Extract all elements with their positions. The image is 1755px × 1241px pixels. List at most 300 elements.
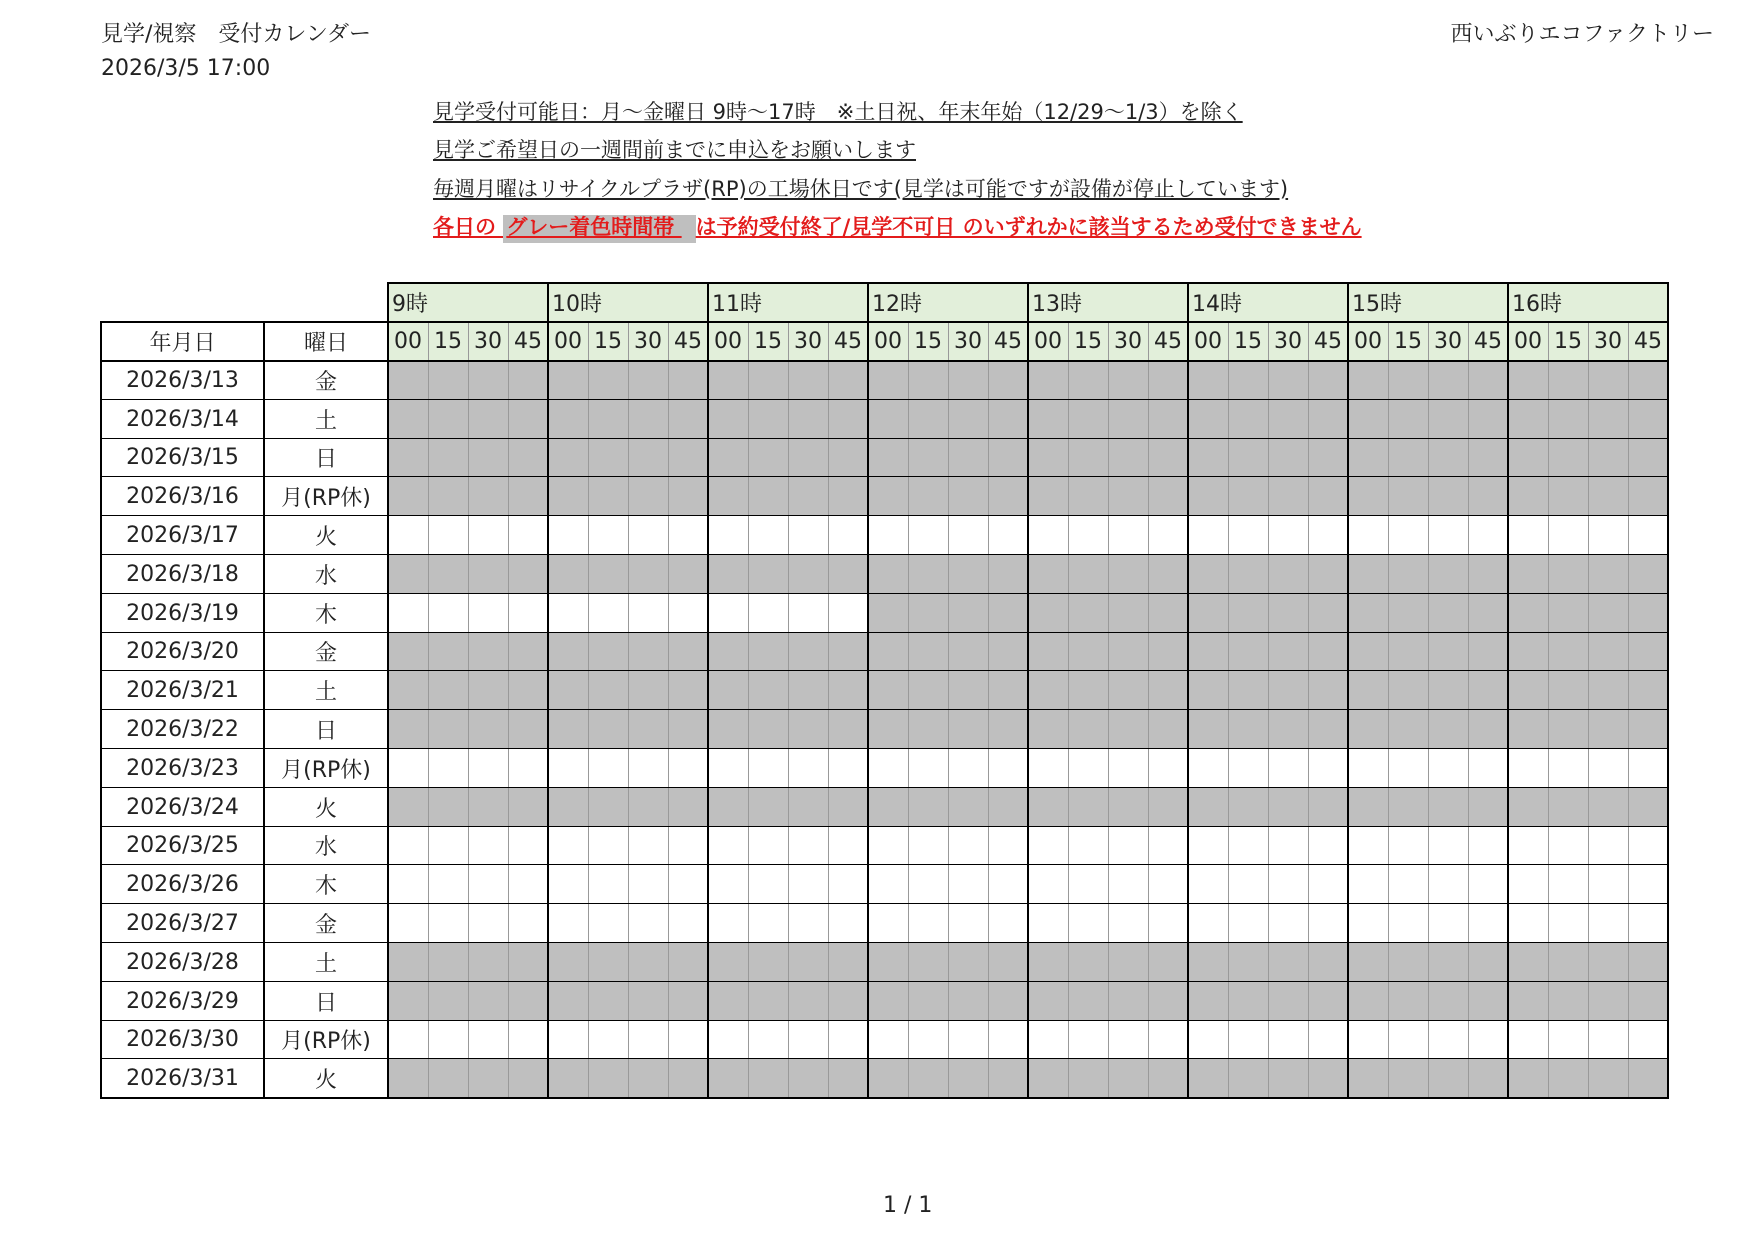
time-slot-available[interactable]: [868, 865, 908, 904]
time-slot-available[interactable]: [1148, 1021, 1188, 1060]
time-slot-unavailable: [1468, 439, 1508, 478]
time-slot-available[interactable]: [828, 594, 868, 633]
time-slot-unavailable: [748, 788, 788, 827]
time-slot-available[interactable]: [508, 516, 548, 555]
time-slot-available[interactable]: [428, 904, 468, 943]
time-slot-available[interactable]: [1468, 904, 1508, 943]
time-slot-available[interactable]: [948, 827, 988, 866]
time-slot-unavailable: [1588, 477, 1628, 516]
time-slot-available[interactable]: [788, 516, 828, 555]
time-slot-available[interactable]: [548, 1021, 588, 1060]
time-slot-available[interactable]: [708, 827, 748, 866]
grid-line: [100, 787, 1669, 788]
time-slot-available[interactable]: [588, 749, 628, 788]
time-slot-available[interactable]: [468, 1021, 508, 1060]
time-slot-unavailable: [1268, 671, 1308, 710]
time-slot-available[interactable]: [388, 594, 428, 633]
time-slot-available[interactable]: [1068, 904, 1108, 943]
time-slot-unavailable: [1188, 555, 1228, 594]
time-slot-available[interactable]: [428, 1021, 468, 1060]
row-date: 2026/3/25: [126, 833, 239, 859]
time-slot-unavailable: [1068, 477, 1108, 516]
time-slot-available[interactable]: [1468, 1021, 1508, 1060]
time-slot-available[interactable]: [748, 904, 788, 943]
time-slot-available[interactable]: [908, 749, 948, 788]
time-slot-available[interactable]: [388, 827, 428, 866]
time-slot-available[interactable]: [908, 516, 948, 555]
time-slot-unavailable: [1388, 439, 1428, 478]
minute-header: 30: [1588, 322, 1628, 361]
time-slot-available[interactable]: [708, 516, 748, 555]
time-slot-available[interactable]: [1348, 904, 1388, 943]
time-slot-available[interactable]: [1028, 827, 1068, 866]
time-slot-available[interactable]: [908, 904, 948, 943]
time-slot-available[interactable]: [668, 865, 708, 904]
time-slot-available[interactable]: [1268, 865, 1308, 904]
time-slot-available[interactable]: [1588, 1021, 1628, 1060]
time-slot-available[interactable]: [428, 865, 468, 904]
grid-line: [100, 1097, 1669, 1099]
time-slot-available[interactable]: [468, 516, 508, 555]
time-slot-available[interactable]: [1428, 749, 1468, 788]
time-slot-available[interactable]: [908, 1021, 948, 1060]
time-slot-available[interactable]: [1228, 1021, 1268, 1060]
time-slot-unavailable: [748, 400, 788, 439]
time-slot-available[interactable]: [1228, 516, 1268, 555]
time-slot-available[interactable]: [868, 827, 908, 866]
time-slot-available[interactable]: [548, 594, 588, 633]
time-slot-available[interactable]: [1348, 1021, 1388, 1060]
time-slot-available[interactable]: [1028, 516, 1068, 555]
time-slot-available[interactable]: [628, 904, 668, 943]
time-slot-available[interactable]: [668, 516, 708, 555]
time-slot-available[interactable]: [668, 1021, 708, 1060]
time-slot-unavailable: [388, 400, 428, 439]
time-slot-unavailable: [668, 400, 708, 439]
time-slot-available[interactable]: [1308, 904, 1348, 943]
time-slot-available[interactable]: [1268, 904, 1308, 943]
time-slot-available[interactable]: [628, 749, 668, 788]
time-slot-unavailable: [1508, 439, 1548, 478]
time-slot-unavailable: [1068, 710, 1108, 749]
time-slot-available[interactable]: [1628, 865, 1668, 904]
time-slot-unavailable: [1268, 943, 1308, 982]
time-slot-available[interactable]: [468, 904, 508, 943]
time-slot-unavailable: [1588, 400, 1628, 439]
time-slot-available[interactable]: [428, 516, 468, 555]
time-slot-unavailable: [428, 633, 468, 672]
time-slot-available[interactable]: [588, 594, 628, 633]
time-slot-unavailable: [1628, 982, 1668, 1021]
time-slot-available[interactable]: [1508, 516, 1548, 555]
time-slot-available[interactable]: [428, 827, 468, 866]
time-slot-available[interactable]: [1068, 516, 1108, 555]
time-slot-available[interactable]: [1108, 827, 1148, 866]
time-slot-available[interactable]: [1228, 904, 1268, 943]
time-slot-available[interactable]: [1308, 749, 1348, 788]
time-slot-available[interactable]: [588, 827, 628, 866]
time-slot-available[interactable]: [508, 594, 548, 633]
time-slot-unavailable: [908, 400, 948, 439]
time-slot-available[interactable]: [988, 865, 1028, 904]
time-slot-unavailable: [548, 943, 588, 982]
time-slot-available[interactable]: [868, 516, 908, 555]
time-slot-available[interactable]: [1068, 865, 1108, 904]
time-slot-unavailable: [388, 555, 428, 594]
time-slot-unavailable: [548, 555, 588, 594]
minute-header: 00: [708, 322, 748, 361]
time-slot-available[interactable]: [388, 865, 428, 904]
facility-name: 西いぶりエコファクトリー: [1450, 22, 1714, 47]
time-slot-unavailable: [1148, 477, 1188, 516]
hour-header: 12時: [868, 283, 1028, 322]
time-slot-available[interactable]: [628, 865, 668, 904]
time-slot-available[interactable]: [1468, 749, 1508, 788]
time-slot-available[interactable]: [1188, 749, 1228, 788]
time-slot-available[interactable]: [1268, 516, 1308, 555]
time-slot-available[interactable]: [1588, 904, 1628, 943]
time-slot-unavailable: [1348, 400, 1388, 439]
time-slot-available[interactable]: [548, 865, 588, 904]
time-slot-available[interactable]: [708, 749, 748, 788]
time-slot-available[interactable]: [1428, 1021, 1468, 1060]
time-slot-available[interactable]: [708, 904, 748, 943]
time-slot-unavailable: [668, 671, 708, 710]
time-slot-available[interactable]: [908, 827, 948, 866]
minute-header: 45: [508, 322, 548, 361]
time-slot-unavailable: [908, 555, 948, 594]
time-slot-available[interactable]: [1148, 865, 1188, 904]
time-slot-available[interactable]: [988, 516, 1028, 555]
time-slot-available[interactable]: [1308, 516, 1348, 555]
time-slot-available[interactable]: [1588, 865, 1628, 904]
minute-header: 00: [868, 322, 908, 361]
time-slot-available[interactable]: [1388, 827, 1428, 866]
time-slot-available[interactable]: [788, 1021, 828, 1060]
time-slot-available[interactable]: [588, 865, 628, 904]
time-slot-available[interactable]: [1348, 827, 1388, 866]
time-slot-available[interactable]: [668, 827, 708, 866]
time-slot-unavailable: [868, 671, 908, 710]
time-slot-available[interactable]: [468, 865, 508, 904]
time-slot-available[interactable]: [1388, 865, 1428, 904]
time-slot-available[interactable]: [948, 749, 988, 788]
time-slot-available[interactable]: [1468, 865, 1508, 904]
time-slot-available[interactable]: [1348, 749, 1388, 788]
time-slot-available[interactable]: [748, 749, 788, 788]
time-slot-available[interactable]: [948, 1021, 988, 1060]
time-slot-available[interactable]: [988, 749, 1028, 788]
time-slot-available[interactable]: [548, 827, 588, 866]
time-slot-unavailable: [1028, 477, 1068, 516]
time-slot-available[interactable]: [868, 749, 908, 788]
time-slot-unavailable: [668, 439, 708, 478]
time-slot-available[interactable]: [948, 904, 988, 943]
time-slot-available[interactable]: [828, 516, 868, 555]
time-slot-unavailable: [1148, 633, 1188, 672]
time-slot-available[interactable]: [668, 749, 708, 788]
time-slot-available[interactable]: [1588, 516, 1628, 555]
time-slot-available[interactable]: [908, 865, 948, 904]
minute-header: 30: [1268, 322, 1308, 361]
time-slot-available[interactable]: [1308, 865, 1348, 904]
time-slot-unavailable: [1588, 633, 1628, 672]
time-slot-unavailable: [468, 477, 508, 516]
time-slot-unavailable: [1148, 671, 1188, 710]
time-slot-available[interactable]: [1108, 865, 1148, 904]
time-slot-available[interactable]: [1148, 749, 1188, 788]
time-slot-available[interactable]: [588, 516, 628, 555]
time-slot-available[interactable]: [748, 865, 788, 904]
row-day: 土: [314, 680, 337, 706]
time-slot-unavailable: [588, 1059, 628, 1098]
time-slot-unavailable: [1268, 477, 1308, 516]
time-slot-unavailable: [548, 633, 588, 672]
time-slot-available[interactable]: [868, 1021, 908, 1060]
time-slot-available[interactable]: [1148, 516, 1188, 555]
time-slot-available[interactable]: [1108, 749, 1148, 788]
time-slot-available[interactable]: [748, 1021, 788, 1060]
time-slot-available[interactable]: [1548, 749, 1588, 788]
minute-header: 15: [428, 322, 468, 361]
row-date: 2026/3/24: [126, 794, 239, 820]
time-slot-available[interactable]: [1388, 749, 1428, 788]
time-slot-available[interactable]: [1468, 516, 1508, 555]
time-slot-unavailable: [1348, 710, 1388, 749]
time-slot-available[interactable]: [1388, 1021, 1428, 1060]
time-slot-available[interactable]: [1508, 827, 1548, 866]
time-slot-unavailable: [1028, 788, 1068, 827]
time-slot-available[interactable]: [428, 749, 468, 788]
time-slot-available[interactable]: [668, 594, 708, 633]
time-slot-unavailable: [908, 671, 948, 710]
time-slot-unavailable: [988, 594, 1028, 633]
time-slot-unavailable: [788, 477, 828, 516]
time-slot-available[interactable]: [1548, 516, 1588, 555]
time-slot-available[interactable]: [1468, 827, 1508, 866]
time-slot-available[interactable]: [1108, 516, 1148, 555]
time-slot-available[interactable]: [1588, 827, 1628, 866]
time-slot-available[interactable]: [748, 594, 788, 633]
time-slot-available[interactable]: [1028, 749, 1068, 788]
time-slot-available[interactable]: [588, 904, 628, 943]
time-slot-unavailable: [1148, 788, 1188, 827]
time-slot-available[interactable]: [548, 749, 588, 788]
time-slot-available[interactable]: [1628, 827, 1668, 866]
time-slot-available[interactable]: [468, 827, 508, 866]
time-slot-available[interactable]: [708, 1021, 748, 1060]
time-slot-available[interactable]: [508, 827, 548, 866]
minute-header: 45: [1628, 322, 1668, 361]
time-slot-available[interactable]: [508, 904, 548, 943]
time-slot-available[interactable]: [748, 516, 788, 555]
time-slot-available[interactable]: [1428, 827, 1468, 866]
time-slot-available[interactable]: [1428, 865, 1468, 904]
time-slot-unavailable: [1108, 982, 1148, 1021]
time-slot-available[interactable]: [1628, 516, 1668, 555]
time-slot-unavailable: [668, 710, 708, 749]
time-slot-available[interactable]: [1548, 1021, 1588, 1060]
time-slot-available[interactable]: [1308, 1021, 1348, 1060]
time-slot-unavailable: [1388, 633, 1428, 672]
time-slot-available[interactable]: [1548, 904, 1588, 943]
time-slot-available[interactable]: [388, 749, 428, 788]
time-slot-available[interactable]: [1188, 516, 1228, 555]
time-slot-unavailable: [788, 633, 828, 672]
time-slot-available[interactable]: [788, 749, 828, 788]
time-slot-unavailable: [868, 594, 908, 633]
time-slot-available[interactable]: [1508, 865, 1548, 904]
time-slot-available[interactable]: [988, 904, 1028, 943]
time-slot-unavailable: [1188, 943, 1228, 982]
time-slot-available[interactable]: [1068, 827, 1108, 866]
time-slot-unavailable: [1028, 400, 1068, 439]
time-slot-available[interactable]: [1268, 749, 1308, 788]
time-slot-available[interactable]: [1588, 749, 1628, 788]
time-slot-unavailable: [908, 788, 948, 827]
time-slot-available[interactable]: [1228, 865, 1268, 904]
time-slot-available[interactable]: [1548, 865, 1588, 904]
time-slot-unavailable: [1108, 1059, 1148, 1098]
row-day: 火: [314, 796, 337, 822]
time-slot-available[interactable]: [628, 827, 668, 866]
time-slot-available[interactable]: [508, 1021, 548, 1060]
time-slot-available[interactable]: [828, 749, 868, 788]
time-slot-available[interactable]: [1188, 865, 1228, 904]
time-slot-available[interactable]: [1428, 904, 1468, 943]
time-slot-available[interactable]: [588, 1021, 628, 1060]
time-slot-available[interactable]: [388, 516, 428, 555]
time-slot-available[interactable]: [1268, 827, 1308, 866]
time-slot-available[interactable]: [1508, 904, 1548, 943]
time-slot-unavailable: [628, 943, 668, 982]
time-slot-unavailable: [508, 477, 548, 516]
time-slot-available[interactable]: [948, 865, 988, 904]
time-slot-available[interactable]: [1348, 865, 1388, 904]
time-slot-unavailable: [1068, 671, 1108, 710]
time-slot-unavailable: [1468, 633, 1508, 672]
time-slot-available[interactable]: [1388, 516, 1428, 555]
time-slot-available[interactable]: [1228, 749, 1268, 788]
time-slot-available[interactable]: [948, 516, 988, 555]
time-slot-unavailable: [1188, 633, 1228, 672]
time-slot-available[interactable]: [1028, 865, 1068, 904]
time-slot-unavailable: [908, 594, 948, 633]
time-slot-available[interactable]: [1348, 516, 1388, 555]
time-slot-available[interactable]: [828, 1021, 868, 1060]
time-slot-available[interactable]: [1308, 827, 1348, 866]
time-slot-available[interactable]: [708, 865, 748, 904]
hour-header: 13時: [1028, 283, 1188, 322]
minute-header: 00: [1188, 322, 1228, 361]
time-slot-available[interactable]: [1508, 749, 1548, 788]
time-slot-available[interactable]: [788, 904, 828, 943]
time-slot-available[interactable]: [1628, 749, 1668, 788]
time-slot-available[interactable]: [468, 594, 508, 633]
time-slot-available[interactable]: [1068, 749, 1108, 788]
time-slot-unavailable: [828, 555, 868, 594]
time-slot-unavailable: [868, 982, 908, 1021]
row-day: 火: [314, 525, 337, 551]
time-slot-unavailable: [1268, 633, 1308, 672]
time-slot-available[interactable]: [388, 1021, 428, 1060]
time-slot-unavailable: [1308, 555, 1348, 594]
time-slot-available[interactable]: [788, 827, 828, 866]
time-slot-available[interactable]: [628, 516, 668, 555]
time-slot-available[interactable]: [1148, 827, 1188, 866]
time-slot-unavailable: [508, 361, 548, 400]
time-slot-unavailable: [868, 439, 908, 478]
time-slot-unavailable: [1188, 671, 1228, 710]
time-slot-unavailable: [1228, 361, 1268, 400]
time-slot-available[interactable]: [1188, 1021, 1228, 1060]
time-slot-available[interactable]: [788, 865, 828, 904]
time-slot-available[interactable]: [1108, 1021, 1148, 1060]
time-slot-available[interactable]: [1228, 827, 1268, 866]
time-slot-available[interactable]: [1628, 1021, 1668, 1060]
time-slot-unavailable: [748, 710, 788, 749]
time-slot-unavailable: [788, 439, 828, 478]
time-slot-available[interactable]: [428, 594, 468, 633]
time-slot-available[interactable]: [1068, 1021, 1108, 1060]
time-slot-available[interactable]: [1028, 1021, 1068, 1060]
time-slot-available[interactable]: [1188, 904, 1228, 943]
time-slot-available[interactable]: [828, 904, 868, 943]
time-slot-available[interactable]: [1388, 904, 1428, 943]
time-slot-available[interactable]: [788, 594, 828, 633]
time-slot-available[interactable]: [468, 749, 508, 788]
time-slot-unavailable: [588, 439, 628, 478]
time-slot-available[interactable]: [1628, 904, 1668, 943]
time-slot-available[interactable]: [828, 865, 868, 904]
time-slot-available[interactable]: [628, 1021, 668, 1060]
time-slot-unavailable: [1148, 555, 1188, 594]
time-slot-available[interactable]: [548, 904, 588, 943]
time-slot-available[interactable]: [1188, 827, 1228, 866]
time-slot-unavailable: [1188, 594, 1228, 633]
time-slot-available[interactable]: [388, 904, 428, 943]
time-slot-available[interactable]: [1268, 1021, 1308, 1060]
time-slot-unavailable: [1348, 594, 1388, 633]
time-slot-available[interactable]: [1028, 904, 1068, 943]
time-slot-unavailable: [828, 477, 868, 516]
time-slot-available[interactable]: [708, 594, 748, 633]
time-slot-available[interactable]: [508, 749, 548, 788]
time-slot-available[interactable]: [828, 827, 868, 866]
time-slot-available[interactable]: [748, 827, 788, 866]
time-slot-available[interactable]: [1148, 904, 1188, 943]
time-slot-available[interactable]: [548, 516, 588, 555]
time-slot-unavailable: [1308, 633, 1348, 672]
time-slot-available[interactable]: [668, 904, 708, 943]
time-slot-available[interactable]: [988, 827, 1028, 866]
time-slot-available[interactable]: [1508, 1021, 1548, 1060]
time-slot-available[interactable]: [508, 865, 548, 904]
time-slot-unavailable: [428, 710, 468, 749]
time-slot-available[interactable]: [628, 594, 668, 633]
time-slot-available[interactable]: [1548, 827, 1588, 866]
time-slot-unavailable: [1308, 982, 1348, 1021]
time-slot-unavailable: [1108, 788, 1148, 827]
time-slot-available[interactable]: [868, 904, 908, 943]
time-slot-available[interactable]: [988, 1021, 1028, 1060]
notice-line-4-pre: 各日の: [433, 215, 504, 239]
time-slot-unavailable: [988, 943, 1028, 982]
time-slot-unavailable: [1628, 439, 1668, 478]
time-slot-unavailable: [1428, 633, 1468, 672]
time-slot-available[interactable]: [1428, 516, 1468, 555]
time-slot-available[interactable]: [1108, 904, 1148, 943]
